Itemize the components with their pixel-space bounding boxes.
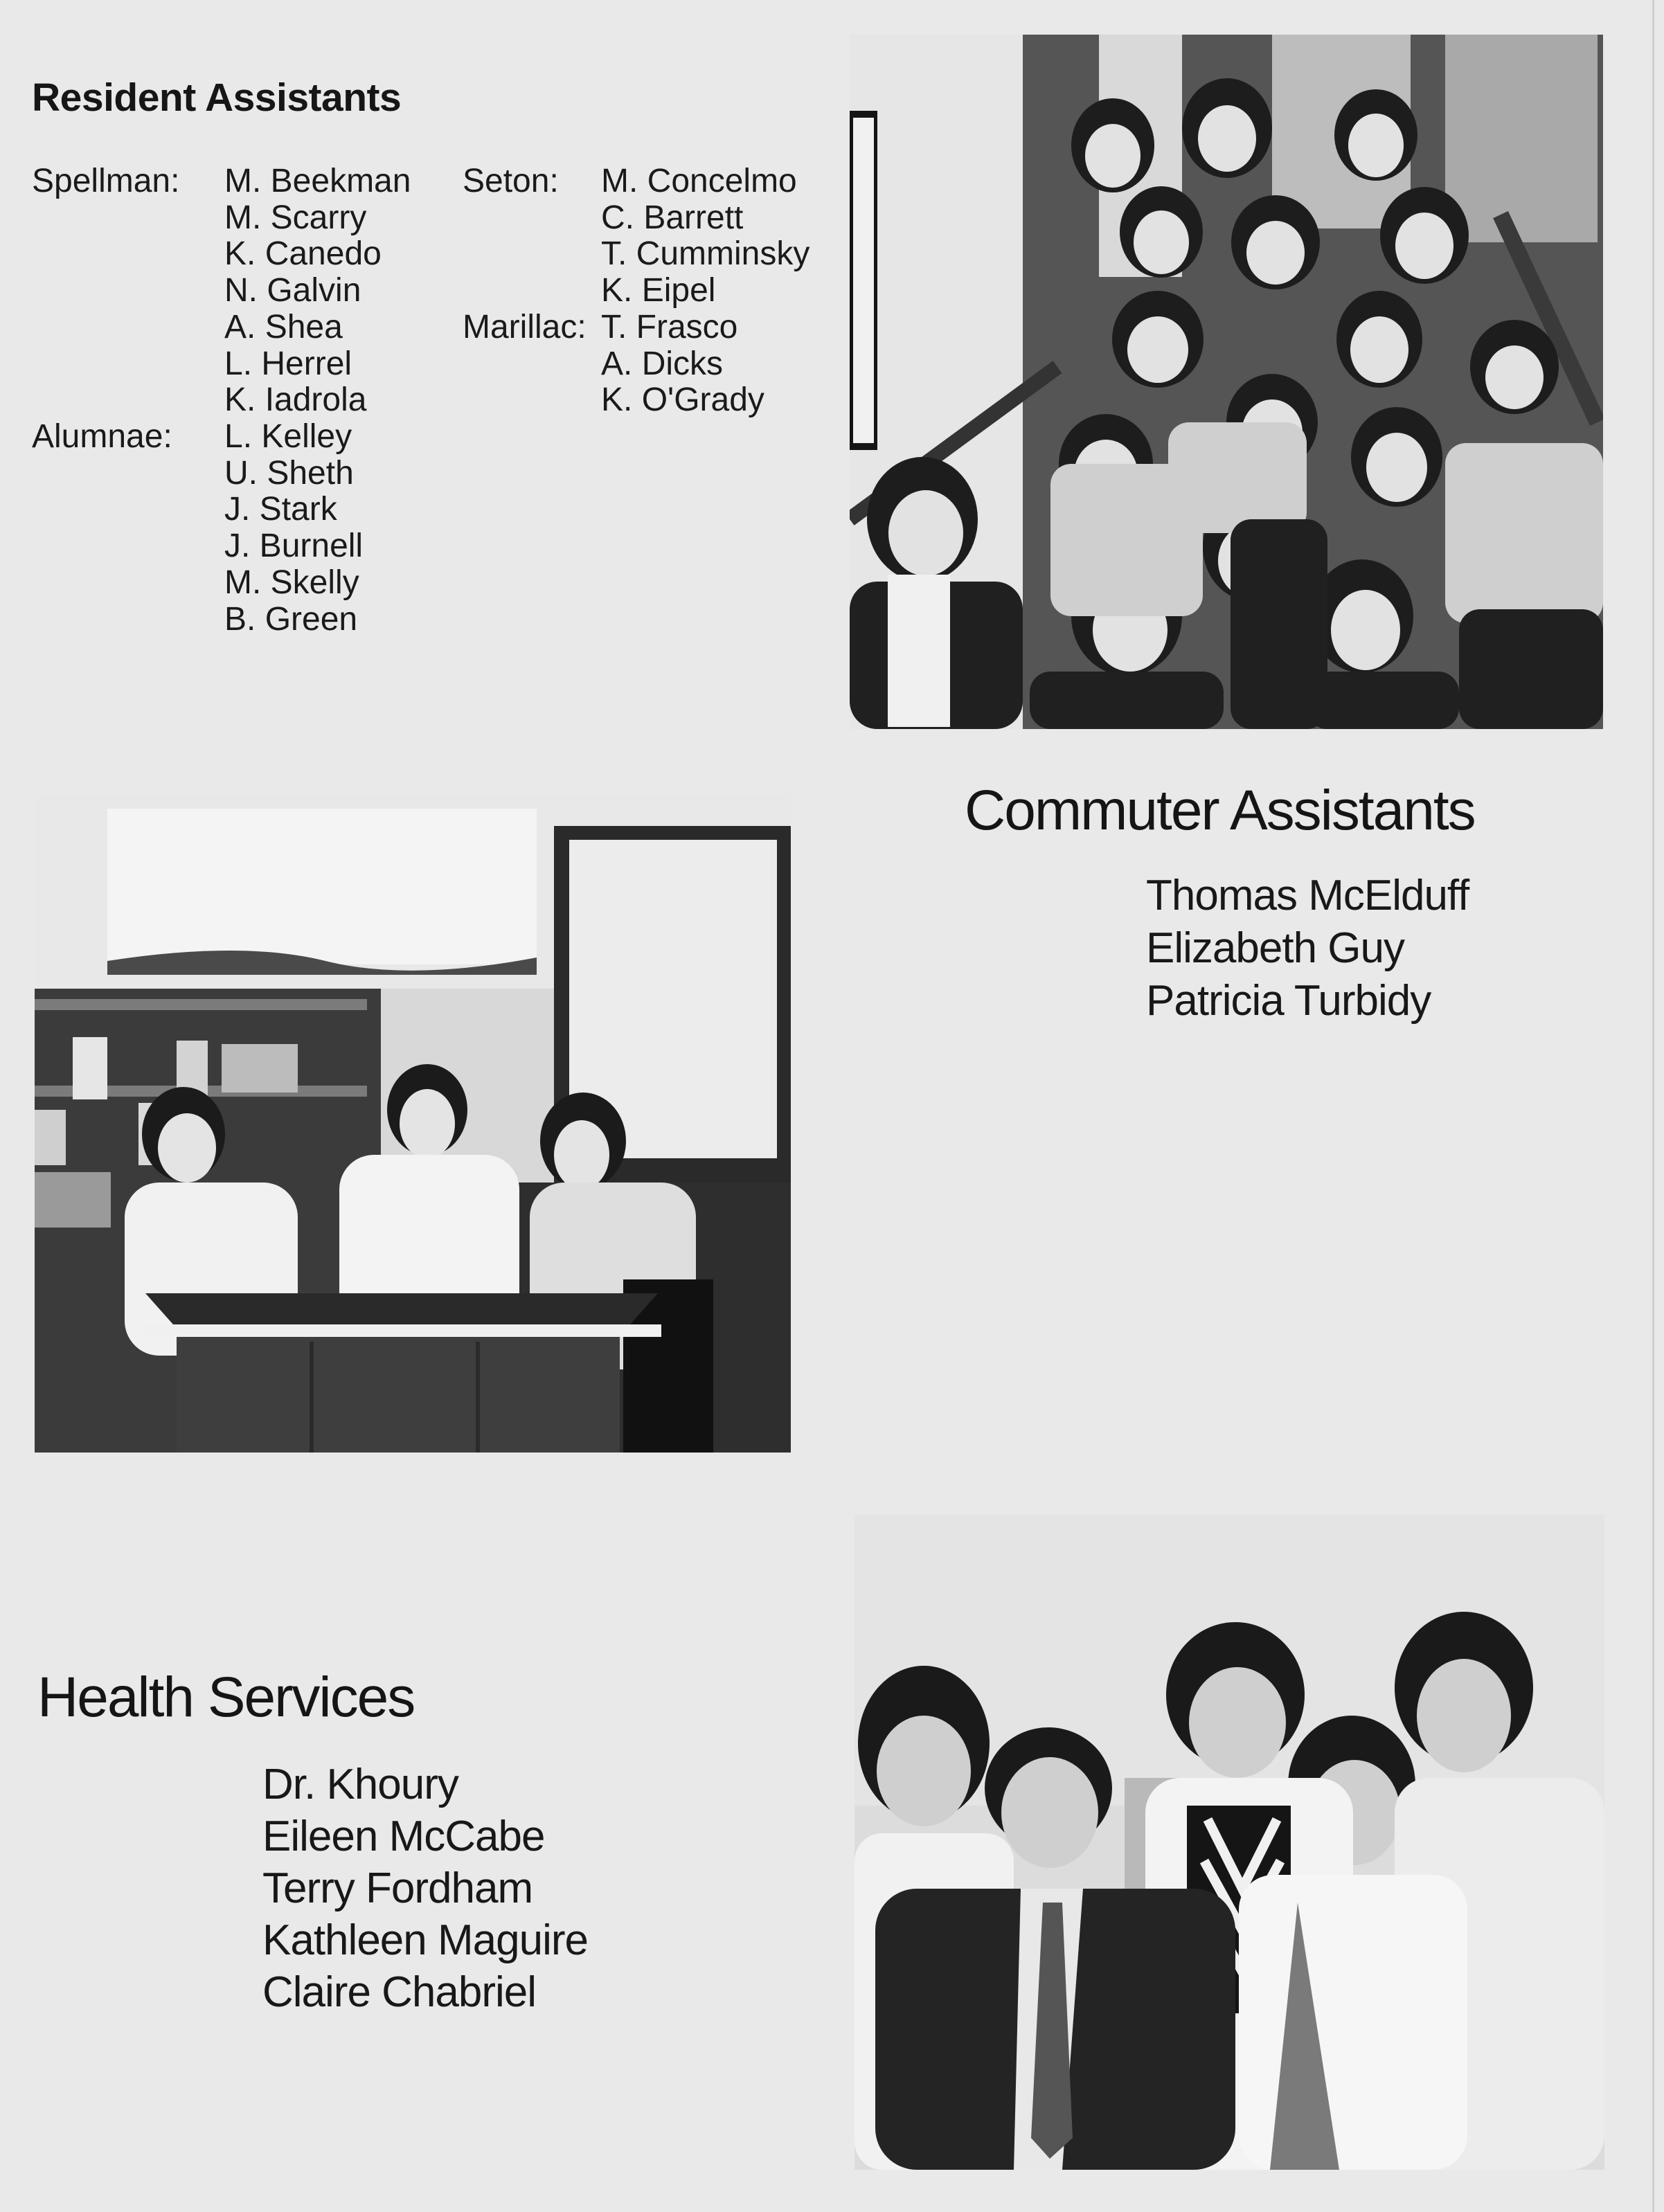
- list-item: L. Herrel: [224, 345, 352, 382]
- list-item: A. Shea: [224, 308, 343, 345]
- health-services-heading: Health Services: [37, 1666, 415, 1729]
- list-item: B. Green: [224, 600, 358, 638]
- list-item: A. Dicks: [601, 345, 724, 382]
- list-item: Terry Fordham: [262, 1864, 533, 1912]
- list-item: M. Concelmo: [601, 163, 797, 199]
- health-services-photo: [855, 1515, 1604, 2170]
- list-item: T. Frasco: [601, 309, 738, 345]
- list-item: U. Sheth: [224, 454, 354, 492]
- list-item: Dr. Khoury: [262, 1761, 458, 1808]
- staircase-group-image: [850, 35, 1603, 729]
- marillac-name-list: [601, 309, 764, 419]
- list-item: C. Barrett: [601, 199, 744, 236]
- list-item: J. Stark: [224, 491, 337, 528]
- resident-assistants-photo: [850, 35, 1603, 729]
- list-item: K. Canedo: [224, 235, 382, 273]
- list-item: K. O'Grady: [601, 381, 764, 419]
- list-item: N. Galvin: [224, 272, 361, 309]
- list-item: K. Iadrola: [224, 381, 367, 419]
- list-item: Thomas McElduff: [1146, 872, 1469, 919]
- commuter-assistants-name-list: [1146, 870, 1469, 1027]
- list-item: T. Cumminsky: [601, 235, 810, 273]
- list-item: Kathleen Maguire: [262, 1916, 588, 1964]
- list-item: J. Burnell: [224, 528, 364, 565]
- marillac-label: Marillac:: [463, 309, 587, 345]
- list-item: Claire Chabriel: [262, 1968, 537, 2016]
- resident-assistants-heading: Resident Assistants: [32, 75, 402, 120]
- list-item: M. Scarry: [224, 199, 367, 236]
- commuter-assistants-photo: [35, 795, 791, 1453]
- desk-group-image: [35, 795, 791, 1453]
- spellman-name-list: [224, 163, 411, 419]
- list-item: M. Beekman: [224, 163, 411, 199]
- alumnae-label: Alumnae:: [32, 418, 172, 455]
- list-item: Elizabeth Guy: [1146, 924, 1404, 972]
- list-item: Eileen McCabe: [262, 1813, 545, 1860]
- commuter-assistants-heading: Commuter Assistants: [965, 779, 1475, 842]
- seton-name-list: [601, 163, 809, 309]
- seton-label: Seton:: [463, 163, 559, 199]
- list-item: L. Kelley: [224, 418, 352, 455]
- spellman-label: Spellman:: [32, 163, 180, 199]
- list-item: K. Eipel: [601, 272, 716, 309]
- list-item: Patricia Turbidy: [1146, 977, 1431, 1025]
- staff-group-image: [855, 1515, 1604, 2170]
- page-edge: [1652, 0, 1654, 2212]
- list-item: M. Skelly: [224, 564, 359, 601]
- health-services-name-list: [262, 1759, 588, 2018]
- alumnae-name-list: [224, 419, 363, 638]
